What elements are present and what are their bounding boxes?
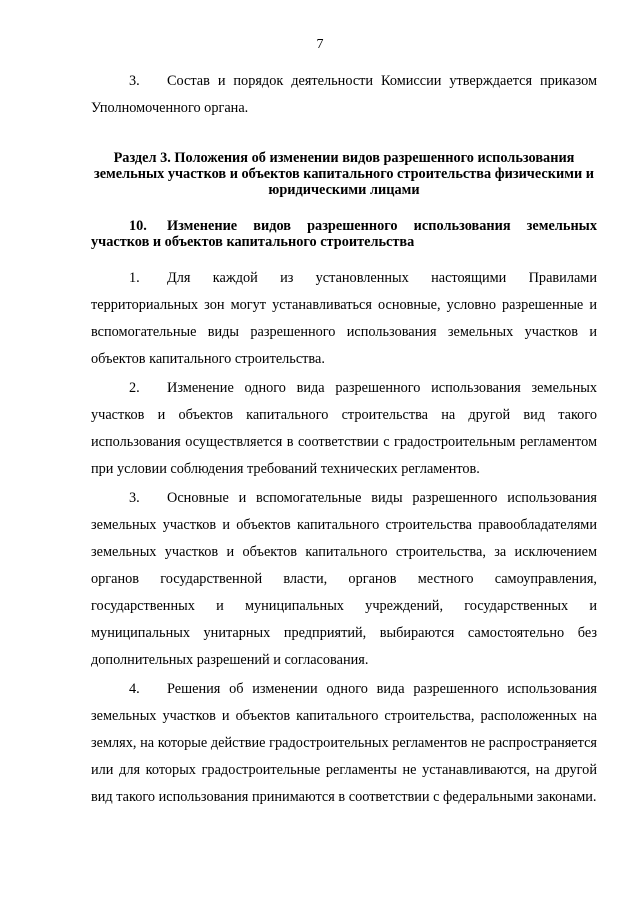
section-title: Раздел 3. Положения об изменении видов разрешенного использования земельных участков и объектов капитального строительства физическими и юридическими лицами — [93, 150, 595, 198]
paragraph-number: 2. — [129, 380, 140, 396]
article-number: 10. — [129, 218, 147, 234]
page-number: 7 — [316, 37, 324, 52]
article-title — [91, 218, 597, 250]
paragraph-number: 4. — [129, 681, 140, 697]
document-body — [91, 68, 597, 811]
paragraph-number: 3. — [129, 490, 140, 506]
paragraph-number: 1. — [129, 270, 140, 286]
paragraph-text: Для каждой из установленных настоящими Правилами территориальных зон могут устанавливаться основные, условно разрешенные и вспомогательные виды разрешенного использования земельных участков и объектов капитального строительства. — [91, 270, 597, 367]
intro-item-number: 3. — [129, 73, 140, 89]
paragraph-text: Изменение одного вида разрешенного использования земельных участков и объектов капитального строительства на другой вид такого использования осуществляется в соответствии с градостроительным регламентом при условии соблюдения требований технических регламентов. — [91, 380, 597, 477]
article-title-text: Изменение видов разрешенного использования земельных участков и объектов капитального строительства — [91, 218, 597, 250]
intro-item-text: Состав и порядок деятельности Комиссии утверждается приказом Уполномоченного органа. — [91, 73, 597, 116]
intro-item — [91, 68, 597, 122]
paragraph-2 — [91, 375, 597, 483]
paragraph-3 — [91, 485, 597, 674]
paragraph-4 — [91, 676, 597, 811]
paragraph-1 — [91, 265, 597, 373]
paragraph-text: Основные и вспомогательные виды разрешенного использования земельных участков и объектов капитального строительства правообладателями земельных участков и объектов капитального строительства, за исключением органов государственной власти, органов местного самоуправления, государственных и муниципальных учреждений, государственных и муниципальных унитарных предприятий, выбираются самостоятельно без дополнительных разрешений и согласования. — [91, 490, 597, 668]
paragraph-text: Решения об изменении одного вида разрешенного использования земельных участков и объектов капитального строительства, расположенных на землях, на которые действие градостроительных регламентов не распространяется или для которых градостроительные регламенты не устанавливаются, на другой вид такого использования принимаются в соответствии с федеральными законами. — [91, 681, 597, 805]
